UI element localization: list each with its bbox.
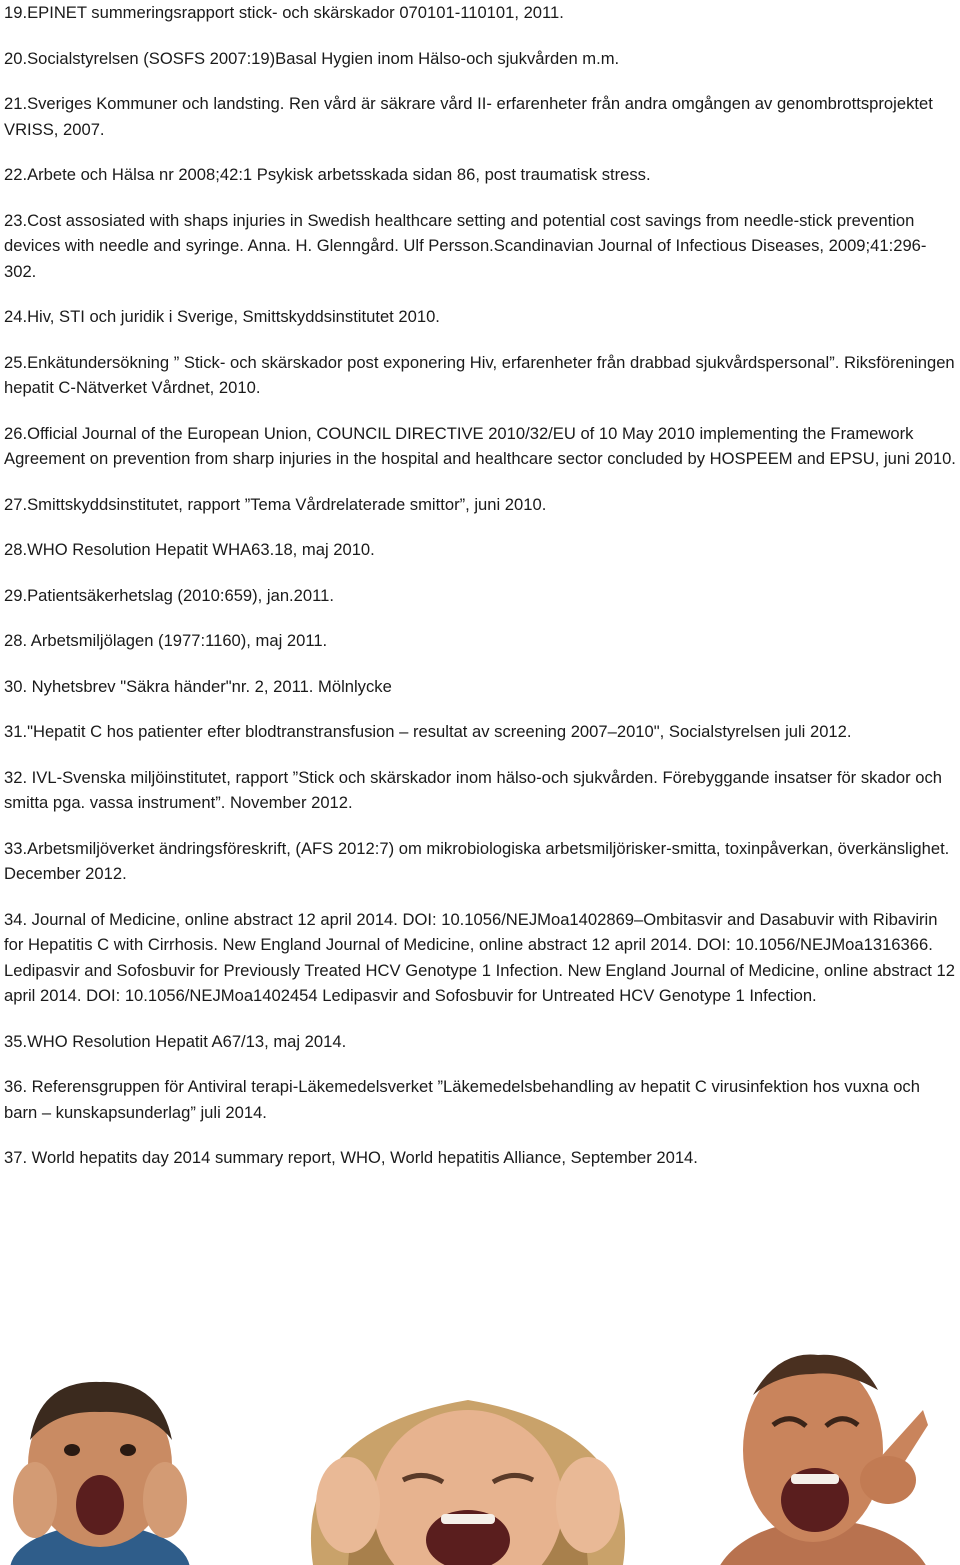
- reference-item-21: 21.Sveriges Kommuner och landsting. Ren vård är säkrare vård II- erfarenheter från andra omgången av genombrottsprojektet VRISS, 2007.: [4, 94, 933, 139]
- reference-item-26: 26.Official Journal of the European Union, COUNCIL DIRECTIVE 2010/32/EU of 10 May 2010 implementing the Framework Agreement on prevention from sharp injuries in the hospital and healthcare sector concluded by HOSPEEM and EPSU, juni 2010.: [4, 423, 956, 468]
- screaming-child-photo: [0, 1370, 195, 1565]
- reference-item-33: 33.Arbetsmiljöverket ändringsföreskrift, (AFS 2012:7) om mikrobiologiska arbetsmiljörisker-smitta, toxinpåverkan, överkänslighet. December 2012.: [4, 838, 950, 883]
- reference-item-24: 24.Hiv, STI och juridik i Sverige, Smittskyddsinstitutet 2010.: [4, 307, 440, 326]
- reference-item-37: 37. World hepatits day 2014 summary report, WHO, World hepatitis Alliance, September 2014.: [4, 1148, 698, 1167]
- reference-item-22: 22.Arbete och Hälsa nr 2008;42:1 Psykisk arbetsskada sidan 86, post traumatisk stress.: [4, 165, 651, 184]
- reference-item-28b: 28. Arbetsmiljölagen (1977:1160), maj 2011.: [4, 631, 328, 650]
- reference-item-23: 23.Cost assosiated with shaps injuries in Swedish healthcare setting and potential cost savings from needle-stick prevention devices with needle and syringe. Anna. H. Glenngård. Ulf Persson.Scandinavian Journal of Infectious Diseases, 2009;41:296-302.: [4, 210, 927, 281]
- reference-item-35: 35.WHO Resolution Hepatit A67/13, maj 2014.: [4, 1031, 347, 1051]
- screaming-people-photo-strip: [0, 1340, 960, 1565]
- reference-item-30: 30. Nyhetsbrev "Säkra händer"nr. 2, 2011. Mölnlycke: [4, 676, 392, 696]
- reference-item-25: 25.Enkätundersökning ” Stick- och skärskador post exponering Hiv, erfarenheter från drabbad sjukvårdspersonal”. Riksföreningen hepatit C-Nätverket Vårdnet, 2010.: [4, 352, 955, 397]
- reference-item-20: 20.Socialstyrelsen (SOSFS 2007:19)Basal Hygien inom Hälso-och sjukvården m.m.: [4, 48, 620, 68]
- reference-list: [4, 0, 956, 1191]
- reference-item-32: 32. IVL-Svenska miljöinstitutet, rapport ”Stick och skärskador inom hälso-och sjukvården. Förebyggande insatser för skador och smitta pga. vassa instrument”. November 2012.: [4, 767, 942, 812]
- reference-item-28a: 28.WHO Resolution Hepatit WHA63.18, maj 2010.: [4, 540, 375, 559]
- screaming-woman-photo: [253, 1390, 683, 1565]
- reference-item-27: 27.Smittskyddsinstitutet, rapport ”Tema Vårdrelaterade smittor”, juni 2010.: [4, 494, 547, 514]
- reference-item-19: 19.EPINET summeringsrapport stick- och skärskador 070101-110101, 2011.: [4, 3, 564, 22]
- screaming-man-photo: [718, 1340, 928, 1565]
- reference-item-29: 29.Patientsäkerhetslag (2010:659), jan.2011.: [4, 585, 334, 605]
- reference-item-36: 36. Referensgruppen för Antiviral terapi-Läkemedelsverket ”Läkemedelsbehandling av hepatit C virusinfektion hos vuxna och barn – kunskapsunderlag” juli 2014.: [4, 1077, 920, 1122]
- reference-item-34: 34. Journal of Medicine, online abstract 12 april 2014. DOI: 10.1056/NEJMoa1402869–Ombitasvir and Dasabuvir with Ribavirin for Hepatitis C with Cirrhosis. New England Journal of Medicine, online abstract 12 april 2014. DOI: 10.1056/NEJMoa1316366. Ledipasvir and Sofosbuvir for Previously Treated HCV Genotype 1 Infection. New England Journal of Medicine, online abstract 12 april 2014. DOI: 10.1056/NEJMoa1402454 Ledipasvir and Sofosbuvir for Untreated HCV Genotype 1 Infection.: [4, 909, 955, 1005]
- reference-item-31: 31."Hepatit C hos patienter efter blodtranstransfusion – resultat av screening 2007–2010", Socialstyrelsen juli 2012.: [4, 722, 852, 741]
